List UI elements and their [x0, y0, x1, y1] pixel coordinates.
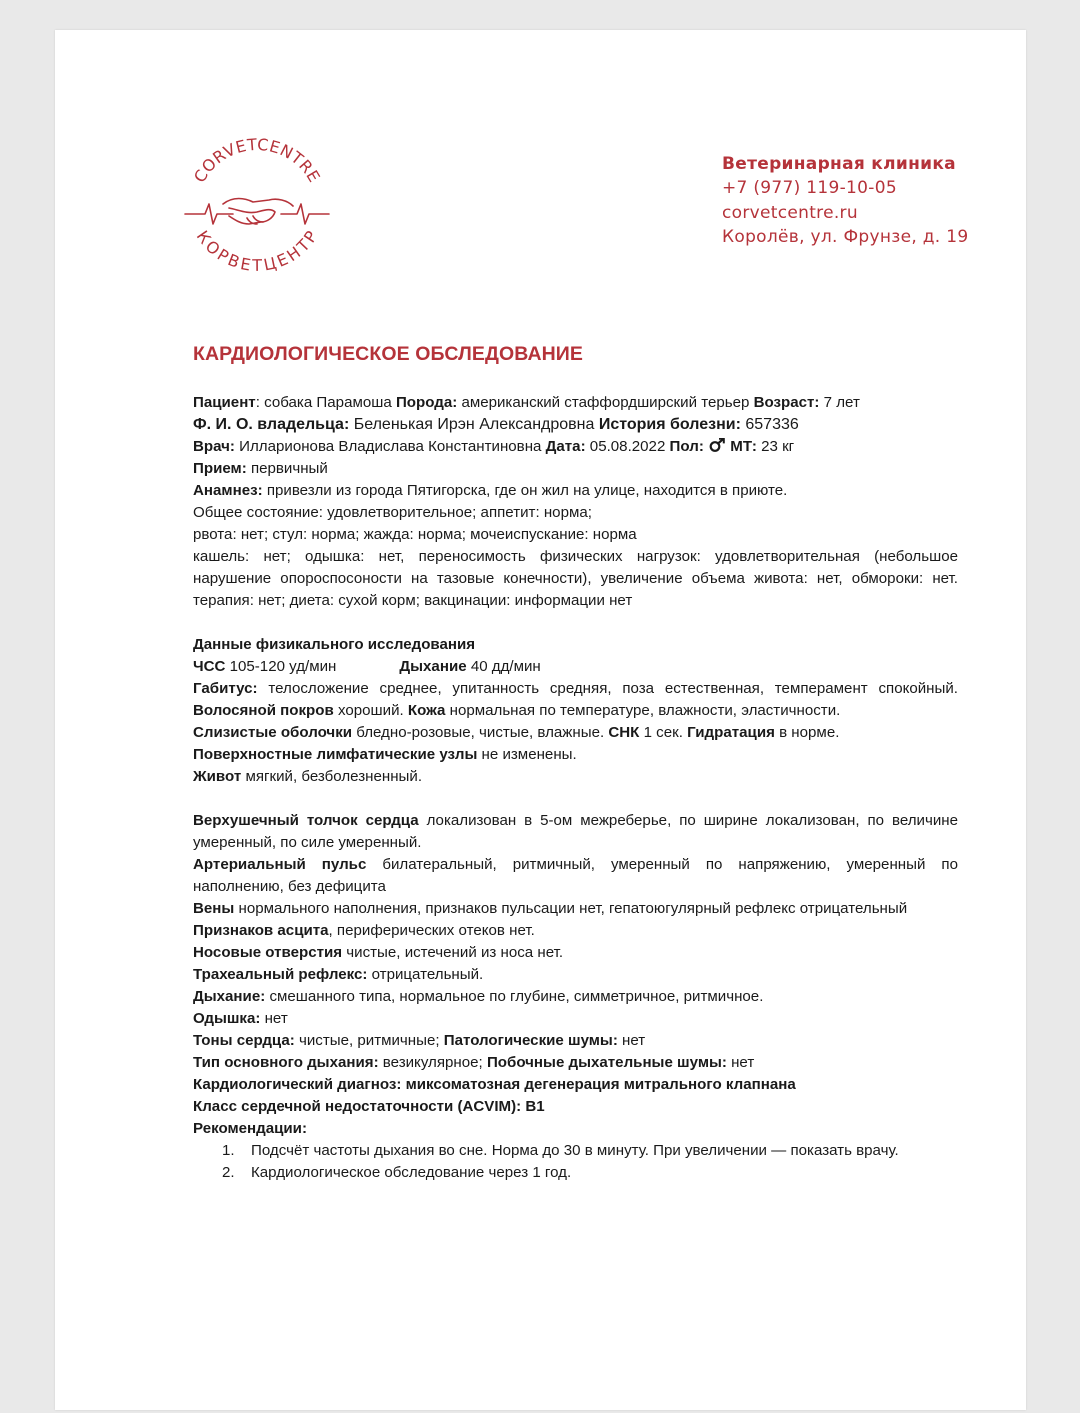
acvim-line: [193, 1096, 958, 1118]
handshake-heartbeat-icon: [185, 199, 329, 225]
veins-value: нормального наполнения, признаков пульсации нет, гепатоюгулярный рефлекс отрицательный: [234, 900, 908, 917]
weight-label: МТ:: [730, 438, 757, 455]
coat-value: хороший.: [333, 702, 408, 719]
doctor-value: Илларионова Владислава Константиновна: [234, 438, 546, 455]
pulse-paragraph: [193, 854, 958, 898]
patient-value: : собака Парамоша: [255, 394, 396, 411]
date-label: Дата:: [545, 438, 586, 455]
recommendations-heading: [193, 1118, 958, 1140]
document-title: КАРДИОЛОГИЧЕСКОЕ ОБСЛЕДОВАНИЕ: [193, 343, 584, 365]
logo-bottom-text: КОРВЕТЦЕНТР: [192, 227, 322, 275]
anamnesis-text: привезли из города Пятигорска, где он жил на улице, находится в приюте.: [262, 482, 788, 499]
physical-heading: [193, 634, 958, 656]
breathing-value: смешанного типа, нормальное по глубине, симметричное, ритмичное.: [265, 988, 764, 1005]
murmurs-value: нет: [617, 1032, 646, 1049]
habitus-paragraph: [193, 678, 958, 722]
nose-line: [193, 942, 958, 964]
heart-tones-line: [193, 1030, 958, 1052]
tracheal-value: отрицательный.: [367, 966, 484, 983]
ascites-line: [193, 920, 958, 942]
list-number: 1.: [222, 1142, 235, 1159]
tracheal-label: Трахеальный рефлекс:: [193, 966, 368, 983]
doctor-label: Врач:: [193, 438, 235, 455]
list-text: Подсчёт частоты дыхания во сне. Норма до 30 в минуту. При увеличении — показать врачу.: [251, 1142, 899, 1159]
breed-value: американский стаффордширский терьер: [457, 394, 754, 411]
murmurs-label: Патологические шумы:: [443, 1032, 618, 1049]
logo-top-text: CORVETCENTRE: [189, 138, 325, 186]
history-label: История болезни:: [598, 416, 741, 433]
age-label: Возраст:: [753, 394, 820, 411]
habitus-value: телосложение среднее, упитанность средняя, поза естественная, темперамент спокойный.: [257, 680, 958, 697]
apex-value: локализован в 5-ом межреберье, по ширине локализован, по величине умеренный, по силе умеренный.: [193, 812, 958, 851]
veins-paragraph: [193, 898, 958, 920]
skin-value: нормальная по температуре, влажности, эластичности.: [445, 702, 841, 719]
acvim-text: Класс сердечной недостаточности (ACVIM): B1: [193, 1098, 545, 1115]
adventitious-value: нет: [726, 1054, 755, 1071]
owner-label: Ф. И. О. владельца:: [193, 416, 350, 433]
veins-label: Вены: [193, 900, 235, 917]
breed-label: Порода:: [395, 394, 458, 411]
skin-label: Кожа: [407, 702, 446, 719]
resp-type-value: везикулярное;: [378, 1054, 487, 1071]
coat-label: Волосяной покров: [193, 702, 334, 719]
clinic-name: Ветеринарная клиника: [722, 154, 956, 174]
anamnesis-details: кашель: нет; одышка: нет, переносимость физических нагрузок: удовлетворительная (небольшое нарушение опороспосоности на тазовые конечности), увеличение объема живота: нет, обмороки: нет. терапия: нет; диета: сухой корм; вакцинации: информации нет: [193, 548, 958, 609]
resp-type-label: Тип основного дыхания:: [193, 1054, 379, 1071]
doctor-line: [193, 436, 958, 458]
crt-label: СНК: [608, 724, 640, 741]
tracheal-line: [193, 964, 958, 986]
tones-value: чистые, ритмичные;: [294, 1032, 444, 1049]
svg-text:CORVETCENTRE: [190, 138, 324, 186]
crt-value: 1 сек.: [639, 724, 688, 741]
resp-rate-label: Дыхание: [399, 658, 467, 675]
clinic-phone: +7 (977) 119-10-05: [722, 178, 897, 199]
date-value: 05.08.2022: [585, 438, 670, 455]
digestion-line: рвота: нет; стул: норма; жажда: норма; мочеиспускание: норма: [193, 526, 637, 543]
hydration-value: в норме.: [774, 724, 840, 741]
apex-label: Верхушечный толчок сердца: [193, 812, 419, 829]
diagnosis-line: [193, 1074, 958, 1096]
report-body: [193, 392, 958, 1184]
male-symbol-icon: [708, 438, 726, 452]
recommendations-list: [193, 1140, 958, 1184]
visit-label: Прием:: [193, 460, 247, 477]
general-state-line: Общее состояние: удовлетворительное; аппетит: норма;: [193, 504, 592, 521]
dyspnea-label: Одышка:: [193, 1010, 261, 1027]
svg-text:КОРВЕТЦЕНТР: [193, 227, 322, 275]
mucosa-line: [193, 722, 958, 744]
mucosa-label: Слизистые оболочки: [193, 724, 353, 741]
vitals-line: [193, 656, 958, 678]
weight-value: 23 кг: [756, 438, 795, 455]
adventitious-label: Побочные дыхательные шумы:: [486, 1054, 727, 1071]
resp-type-line: [193, 1052, 958, 1074]
age-value: 7 лет: [819, 394, 860, 411]
tones-label: Тоны сердца:: [193, 1032, 295, 1049]
owner-value: Беленькая Ирэн Александровна: [349, 416, 599, 433]
nose-value: чистые, истечений из носа нет.: [342, 944, 564, 961]
dyspnea-value: нет: [260, 1010, 288, 1027]
breathing-line: [193, 986, 958, 1008]
anamnesis-label: Анамнез:: [193, 482, 263, 499]
nose-label: Носовые отверстия: [193, 944, 343, 961]
clinic-logo: [183, 138, 331, 286]
pulse-value: билатеральный, ритмичный, умеренный по напряжению, умеренный по наполнению, без дефицита: [193, 856, 958, 895]
visit-value: первичный: [246, 460, 328, 477]
list-item: [193, 1140, 958, 1162]
abdomen-value: мягкий, безболезненный.: [241, 768, 423, 785]
lymph-label: Поверхностные лимфатические узлы: [193, 746, 478, 763]
document-page: [55, 30, 1026, 1410]
hr-label: ЧСС: [193, 658, 226, 675]
history-value: 657336: [740, 416, 799, 433]
sex-label: Пол:: [669, 438, 704, 455]
recs-label: Рекомендации:: [193, 1120, 307, 1137]
list-text: Кардиологическое обследование через 1 год.: [251, 1164, 572, 1181]
anamnesis-line: [193, 480, 958, 502]
ascites-label: Признаков асцита: [193, 922, 329, 939]
diagnosis-text: Кардиологический диагноз: миксоматозная дегенерация митрального клапнана: [193, 1076, 796, 1093]
breathing-label: Дыхание:: [193, 988, 266, 1005]
owner-line: [193, 414, 958, 436]
abdomen-line: [193, 766, 958, 788]
list-number: 2.: [222, 1164, 235, 1181]
dyspnea-line: [193, 1008, 958, 1030]
lymph-value: не изменены.: [477, 746, 577, 763]
mucosa-value: бледно-розовые, чистые, влажные.: [352, 724, 609, 741]
physical-heading-text: Данные физикального исследования: [193, 636, 476, 653]
abdomen-label: Живот: [193, 768, 242, 785]
hydration-label: Гидратация: [687, 724, 775, 741]
patient-line: [193, 392, 958, 414]
resp-rate-value: 40 дд/мин: [466, 658, 541, 675]
clinic-website: corvetcentre.ru: [722, 202, 858, 223]
pulse-label: Артериальный пульс: [193, 856, 367, 873]
patient-label: Пациент: [193, 394, 256, 411]
list-item: [193, 1162, 958, 1184]
lymph-line: [193, 744, 958, 766]
visit-line: [193, 458, 958, 480]
habitus-label: Габитус:: [193, 680, 258, 697]
ascites-value: , периферических отеков нет.: [328, 922, 535, 939]
clinic-contacts: [722, 152, 968, 249]
apex-beat-paragraph: [193, 810, 958, 854]
hr-value: 105-120 уд/мин: [225, 658, 337, 675]
clinic-address: Королёв, ул. Фрунзе, д. 19: [722, 226, 969, 247]
